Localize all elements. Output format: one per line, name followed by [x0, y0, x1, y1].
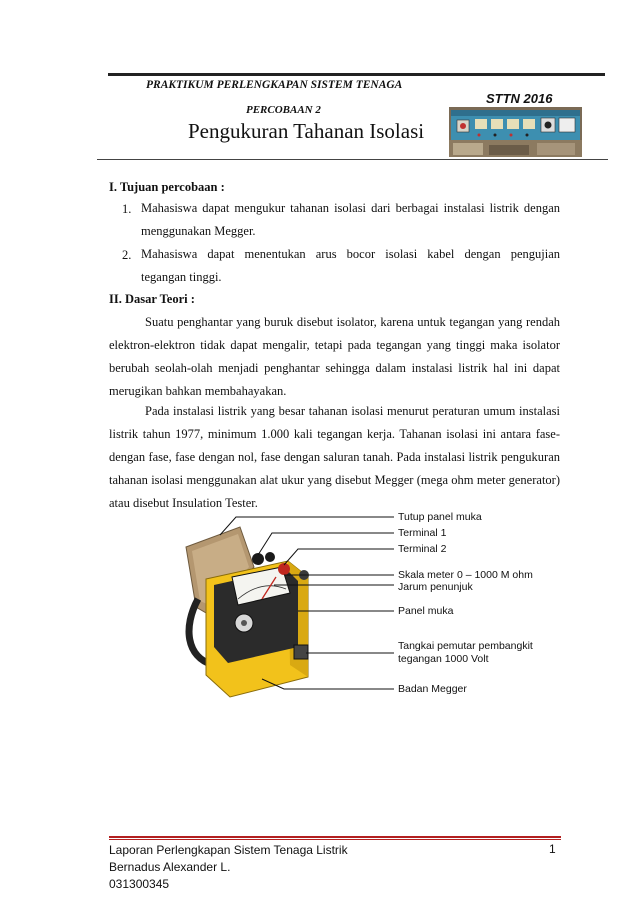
theory-paragraph: Pada instalasi listrik yang besar tahanan isolasi menurut peraturan umum instalasi listrik tahun 1977, minimum 1.000 kali tegangan kerja. Tahanan isolasi ini antara fase-dengan fase, fase dengan nol, fase dengan saluran tanah. Pada instalasi listrik pengukuran tahanan isolasi menggunakan alat ukur yang disebut Megger (mega ohm meter generator) atau disebut Insulation Tester.	[109, 404, 560, 510]
list-item-number: 1.	[122, 202, 132, 216]
list-item-line: tegangan tinggi.	[141, 270, 222, 284]
section-heading-theory: II. Dasar Teori :	[109, 292, 195, 306]
footer-report-title: Laporan Perlengkapan Sistem Tenaga Listrik	[109, 843, 348, 857]
label-needle: Jarum penunjuk	[398, 581, 473, 593]
label-terminal-1: Terminal 1	[398, 527, 447, 539]
list-item-line: menggunakan Megger.	[141, 224, 256, 238]
label-cover: Tutup panel muka	[398, 511, 482, 523]
footer-author: Bernadus Alexander L.	[109, 860, 231, 874]
lab-panel-photo	[449, 107, 582, 157]
page-number: 1	[549, 842, 556, 856]
theory-paragraph: Suatu penghantar yang buruk disebut isolator, karena untuk tegangan yang rendah elektron-elektron tidak dapat mengalir, tetapi pada tegangan yang tinggi maka isolator berubah seolah-olah menjadi penghantar sehingga dalam instalasi listrik hal ini dapat merugikan bahkan membahayakan.	[109, 315, 560, 398]
footer-student-id: 031300345	[109, 877, 170, 891]
footer-rule-thin	[109, 839, 561, 840]
institution-label: STTN 2016	[486, 91, 553, 106]
header-top-rule	[108, 73, 605, 76]
list-item-line: Mahasiswa dapat mengukur tahanan isolasi dari berbagai instalasi listrik dengan	[141, 201, 560, 215]
label-terminal-2: Terminal 2	[398, 543, 447, 555]
label-front-panel: Panel muka	[398, 605, 454, 617]
megger-illustration	[158, 507, 558, 703]
label-crank-voltage: tegangan 1000 Volt	[398, 653, 489, 665]
section-heading-objectives: I. Tujuan percobaan :	[109, 180, 225, 194]
label-scale: Skala meter 0 – 1000 M ohm	[398, 569, 533, 581]
megger-figure	[158, 507, 558, 703]
list-item-line: Mahasiswa dapat menentukan arus bocor isolasi kabel dengan pengujian	[141, 247, 560, 261]
label-crank: Tangkai pemutar pembangkit	[398, 640, 533, 652]
experiment-number: PERCOBAAN 2	[246, 104, 321, 116]
header-bottom-rule	[97, 159, 608, 160]
list-item-number: 2.	[122, 248, 132, 262]
document-title: Pengukuran Tahanan Isolasi	[188, 119, 425, 143]
label-body: Badan Megger	[398, 683, 467, 695]
footer-rule	[109, 836, 561, 838]
course-title: PRAKTIKUM PERLENGKAPAN SISTEM TENAGA	[146, 79, 403, 91]
